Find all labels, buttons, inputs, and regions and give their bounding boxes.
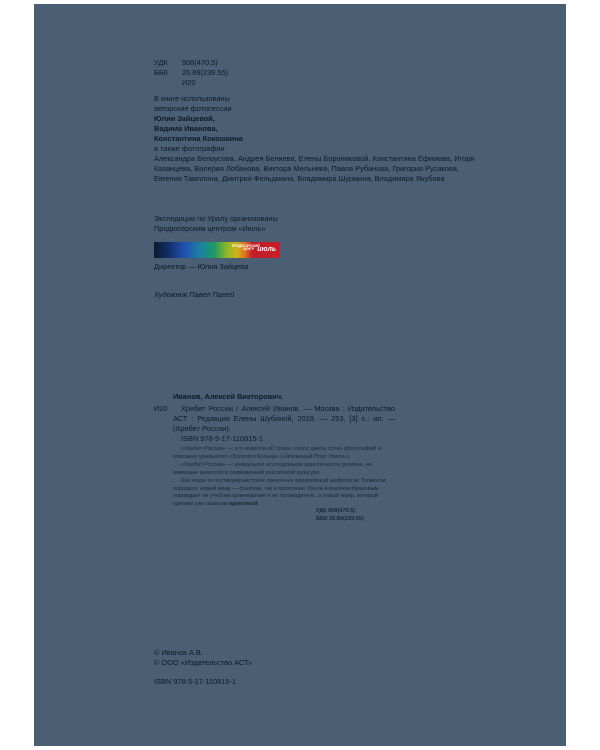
bbk-label: ББК — [154, 68, 169, 77]
photographers-list: Александра Белоусова, Андрея Беляева, Елены Борониковой, Константина Ефимова, Игоря Казанцева, Валерия Лобанова, Виктора Мельника, Павла Рубанова, Григория Русакова, Евгения Тамплона, Дмитрия Фельдмана, Владимира Шурмина, Владимира Якубова — [154, 154, 475, 183]
biblio-udk: УДК 908(470.5) — [316, 508, 356, 514]
annotation-3 — [173, 478, 395, 508]
annotation-2: «Хребет России» — уникальное исследование идентичности региона, не имеющее аналогов в современной российской культуре. — [173, 462, 372, 476]
photo-author-2: Вадима Иванова, — [154, 124, 218, 133]
photo-author-3: Константина Кокошкина — [154, 134, 243, 143]
logo-name: июль — [257, 246, 276, 253]
biblio-code: И20 — [154, 404, 168, 413]
udk-block — [154, 58, 228, 88]
director-text: Директор — Юлия Зайцева — [154, 262, 249, 271]
annotation-3-end: идентикой. — [228, 500, 260, 507]
biblio-author: Иванов, Алексей Викторович. — [173, 392, 284, 401]
expeditions-line-1: Экспедиции по Уралу организованы — [154, 214, 278, 223]
isbn-bottom: ISBN 978-5-17-110815-1 — [154, 677, 237, 686]
copyright-author: © Иванов А.В. — [154, 648, 203, 657]
producer-logo — [154, 242, 280, 258]
biblio-isbn: ISBN 978-5-17-110815-1 — [181, 434, 264, 443]
catalog-code: И20 — [182, 78, 196, 87]
udk-label: УДК — [154, 58, 168, 67]
expeditions-text — [154, 214, 278, 234]
biblio-bbk: ББК 26.89(239.55) — [316, 516, 364, 522]
annotation-3-text: Как когда-то постмодернистское прочтение европейской мифологии Толкином породило новый жанр — фэнтези, так и прочтение Урала Алексеем Ивановым порождает не учебник краеведения и не путеводитель, а новый жанр, который критики уже назвали — [173, 478, 386, 507]
udk-value: 908(470.5) — [182, 58, 218, 67]
photo-author-1: Юлии Зайцевой, — [154, 114, 215, 123]
also-photos: а также фотографии — [154, 144, 225, 153]
biblio-description: Хребет России / Алексей Иванов. — Москва : Издательство АСТ : Редакция Елены Шубиной, 2019. — 253, [3] с.: ил. — (Хребет России). — [173, 404, 395, 433]
photo-credits — [154, 94, 484, 184]
expeditions-line-2: Продюсерским центром «Июль» — [154, 224, 266, 233]
artist-text: Художник Павел Палей — [154, 290, 235, 299]
photo-intro-1: В книге использованы — [154, 94, 230, 103]
bbk-value: 26.89(239.55) — [182, 68, 229, 77]
photo-intro-2: авторские фотосессии — [154, 104, 232, 113]
logo-caption: ПРОДЮСЕРСКИЙ ЦЕНТР — [232, 244, 260, 252]
copyright-publisher: © ООО «Издательство АСТ» — [154, 658, 253, 667]
annotation-1: «Хребет России» — это новелла об Урале, сколо цветы сотен фотографий и описание уральского «Золотого Кольца» («Железный Пояс Урала»). — [173, 446, 381, 460]
